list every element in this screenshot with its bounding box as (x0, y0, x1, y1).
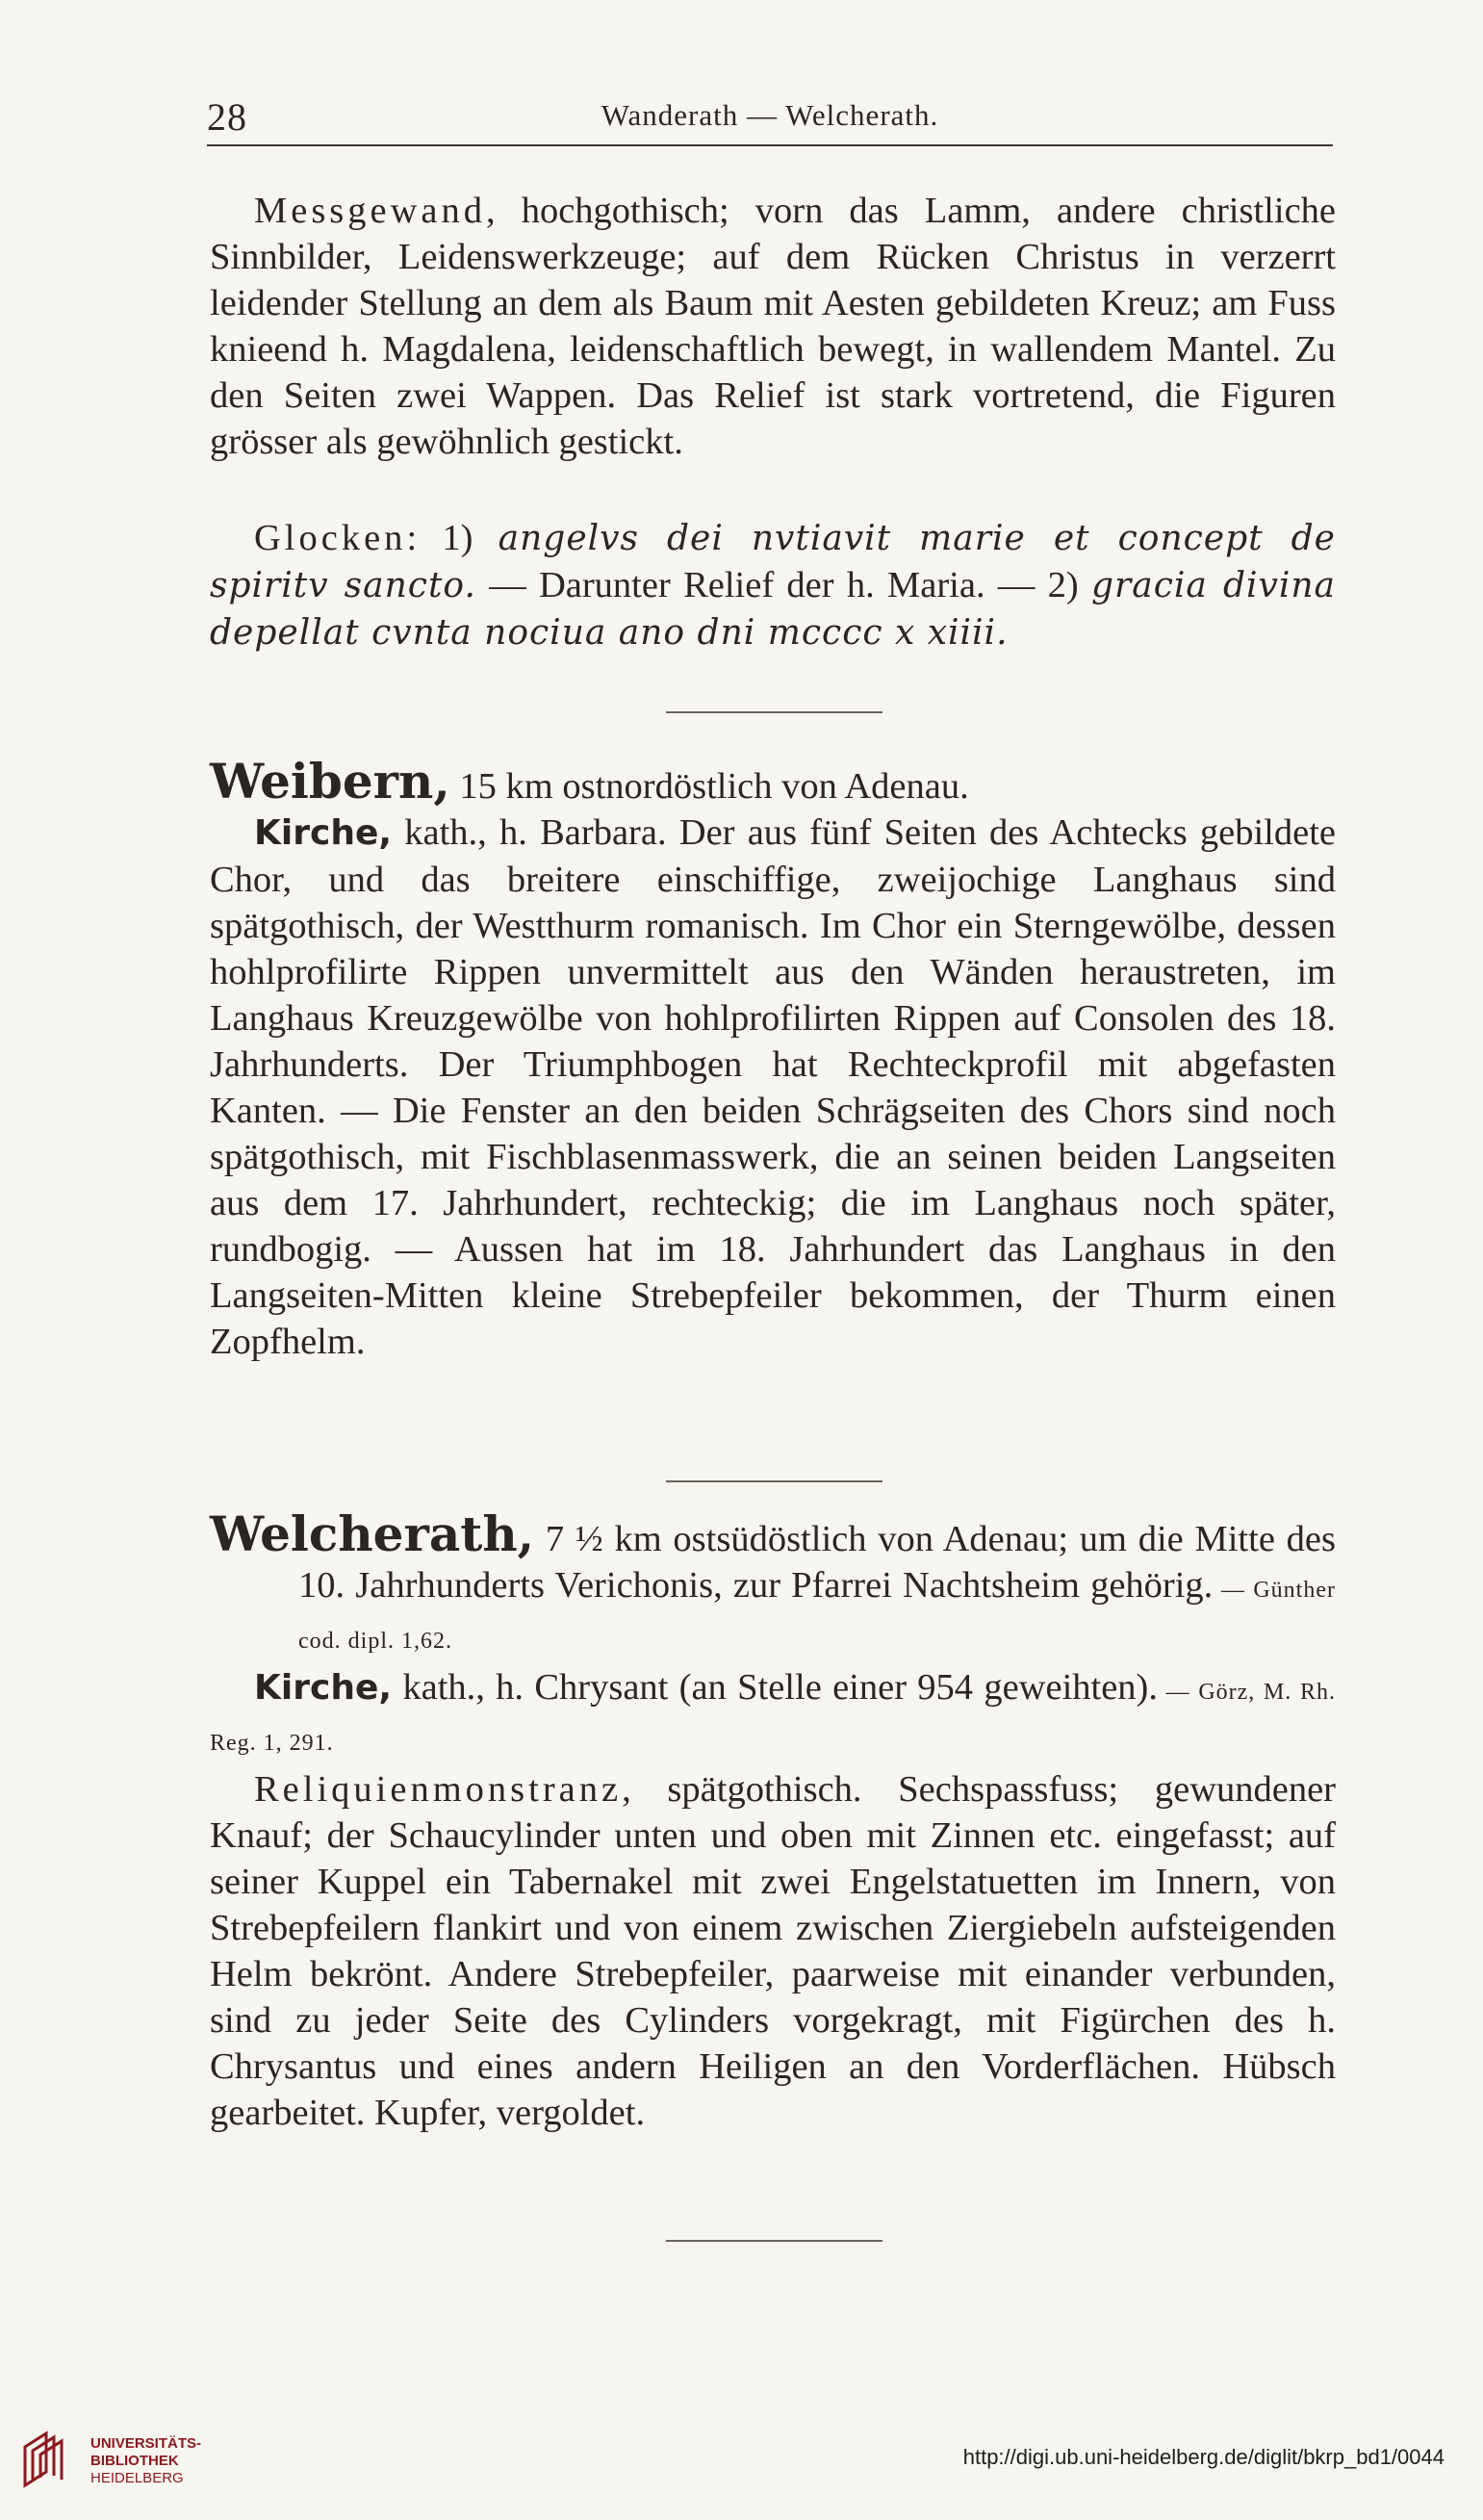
page-header (207, 94, 1333, 146)
section-divider (666, 1480, 882, 1482)
bell-inscription-2: gracia divina depellat cvnta nociua ano dni mcccc x xiiii. (210, 566, 1336, 653)
library-logo-icon (17, 2426, 85, 2493)
section-divider (666, 711, 882, 713)
paragraph-messgewand (210, 188, 1336, 465)
term-messgewand: Messgewand (254, 191, 487, 231)
page-number: 28 (207, 95, 247, 139)
glocken-mid: — Darunter Relief der h. Maria. — 2) (475, 565, 1091, 605)
paragraph-glocken (210, 515, 1336, 656)
weibern-description: 15 km ostnordöstlich von Adenau. (449, 766, 969, 807)
entry-weibern (210, 753, 1336, 1365)
section-divider (666, 2240, 882, 2242)
term-glocken: Glocken (254, 518, 407, 558)
running-title: Wanderath — Welcherath. (601, 98, 939, 132)
term-reliquienmonstranz: Reliquienmonstranz (254, 1769, 623, 1810)
welcherath-kirche-label: Kirche, (254, 1668, 393, 1708)
weibern-kirche-text: kath., h. Barbara. Der aus fünf Seiten des Achtecks gebildete Chor, und das breitere einschiffige, zweijochige Langhaus sind spätgothisch, der Westthurm romanisch. Im Chor ein Sterngewölbe, dessen hohlprofilirte Rippen unvermittelt aus den Wänden heraustreten, im Langhaus Kreuzgewölbe von hohlprofilirten Rippen auf Consolen des 18. Jahrhunderts. Der Triumphbogen hat Rechteckprofil mit abgefasten Kanten. — Die Fenster an den beiden Schrägseiten des Chors sind noch spätgothisch, mit Fischblasenmasswerk, die an seinen beiden Langseiten aus dem 17. Jahrhundert, rechteckig; die im Langhaus noch später, rundbogig. — Aussen hat im 18. Jahrhundert das Langhaus in den Langseiten-Mitten kleine Strebepfeiler bekommen, der Thurm einen Zopfhelm. (210, 812, 1336, 1362)
digital-library-link[interactable]: http://digi.ub.uni-heidelberg.de/diglit/bkrp_bd1/0044 (962, 2445, 1445, 2469)
page-footer (0, 2406, 1483, 2520)
welcherath-kirche-text: kath., h. Chrysant (an Stelle einer 954 geweihten). (392, 1667, 1158, 1708)
glocken-lead: : 1) (406, 518, 499, 558)
citation-guenther: — Günther cod. dipl. 1,62. (298, 1578, 1336, 1654)
library-name-line-2: BIBLIOTHEK (90, 2453, 179, 2469)
weibern-kirche-label: Kirche, (254, 813, 393, 853)
library-name-line-1: UNIVERSITÄTS- (90, 2435, 202, 2452)
place-name-welcherath: Welcherath, (210, 1505, 535, 1562)
welcherath-description: 7 ½ km ostsüdöstlich von Adenau; um die Mitte des 10. Jahrhunderts Verichonis, zur Pfarrei Nachtsheim gehörig. (298, 1519, 1336, 1606)
entry-welcherath (210, 1505, 1336, 2136)
place-name-weibern: Weibern, (210, 753, 450, 810)
messgewand-text: , hochgothisch; vorn das Lamm, andere christliche Sinnbilder, Leidenswerkzeuge; auf dem Rücken Christus in verzerrt leidender Stellung an dem als Baum mit Aesten gebildeten Kreuz; am Fuss knieend h. Magdalena, leidenschaftlich bewegt, in wallendem Mantel. Zu den Seiten zwei Wappen. Das Relief ist stark vortretend, die Figuren grösser als gewöhnlich gestickt. (210, 191, 1336, 462)
library-name-line-3: HEIDELBERG (90, 2470, 184, 2486)
library-name (90, 2435, 201, 2487)
citation-goerz: — Görz, M. Rh. Reg. 1, 291. (210, 1680, 1336, 1756)
reliquienmonstranz-text: , spätgothisch. Sechspassfuss; gewundener Knauf; der Schaucylinder unten und oben mit Zinnen etc. eingefasst; auf seiner Kuppel ein Tabernakel mit zwei Engelstatuetten im Innern, von Strebepfeilern flankirt und von einem zwischen Ziergiebeln aufsteigenden Helm bekrönt. Andere Strebepfeiler, paarweise mit einander verbunden, sind zu jeder Seite des Cylinders vorgekragt, mit Figürchen des h. Chrysantus und eines andern Heiligen an den Vorderflächen. Hübsch gearbeitet. Kupfer, vergoldet. (210, 1769, 1336, 2133)
bell-inscription-1: angelvs dei nvtiavit marie et concept de spiritv sancto. (210, 519, 1336, 605)
